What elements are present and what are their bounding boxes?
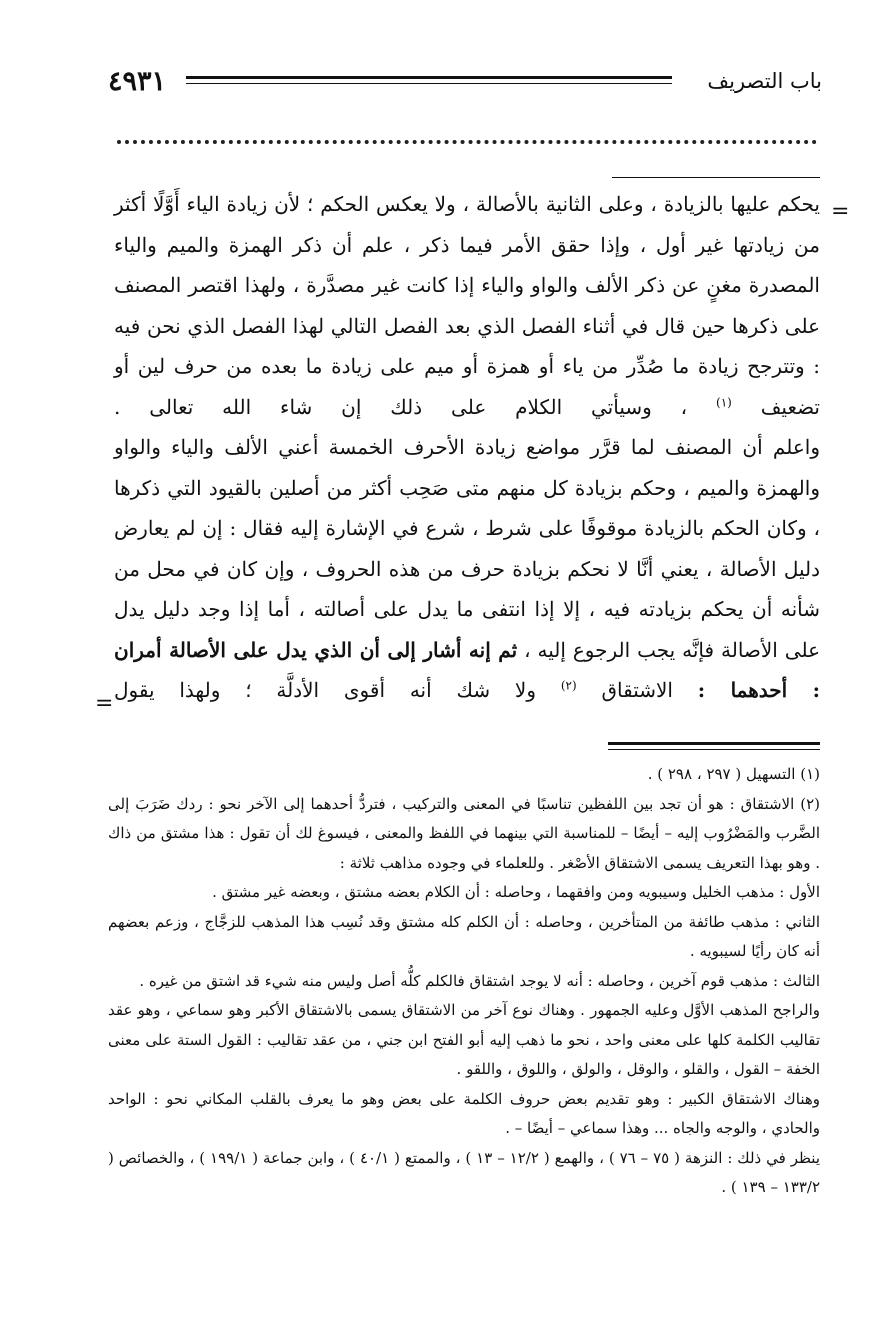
footnote-2-first-view: الأول : مذهب الخليل وسيبويه ومن وافقهما ، وحاصله : أن الكلام بعضه مشتق ، وبعضه غير مشتق . — [212, 883, 820, 901]
footnote-ref-1: (١) — [716, 394, 732, 409]
running-header — [108, 64, 822, 104]
footnote-rule-thick — [608, 742, 820, 745]
header-rule-thin — [186, 83, 672, 84]
footnote-2-second-view: الثاني : مذهب طائفة من المتأخرين ، وحاصله : أن الكلم كله مشتق وقد نُسِب هذا المذهب للزجَّاج ، وزعم بعضهم أنه كان رأيًا لسيبويه . — [108, 912, 820, 960]
footnote-2-greater-derivation: والراجح المذهب الأوَّل وعليه الجمهور . وهناك نوع آخر من الاشتقاق يسمى بالاشتقاق الأكبر وهو سماعي ، وهو عقد تقاليب الكلمة كلها على معنى واحد ، نحو ما ذهب إليه أبو الفتح ابن جني ، من عقد تقاليب : القول الستة على معنى الخفة – القول ، والقلو ، والوقل ، والولق ، واللوق ، واللقو . — [108, 1001, 820, 1078]
footnote-2: (٢) الاشتقاق : هو أن تجد بين اللفظين تناسبًا في المعنى والتركيب ، فتردُّ أحدهما إلى الآخر نحو : ردك ضَرَبَ إلى الضَّرب والمَضْرُوب إليه – أيضًا – للمناسبة التي بينهما في اللفظ والمعنى ، فيسوغ لك أن تقول : هذا مشتق من ذاك . وهو بهذا التعريف يسمى الاشتقاق الأصْغر . وللعلماء في وجوده مذاهب ثلاثة : — [108, 794, 820, 872]
header-rule-thick — [186, 76, 672, 79]
footnote-1: (١) التسهيل ( ٢٩٧ ، ٢٩٨ ) . — [647, 765, 820, 783]
page-number: ٤٩٣١ — [108, 66, 167, 97]
paragraph-2-tail: ولا شك أنه أقوى الأدلَّة ؛ ولهذا يقول — [114, 678, 536, 702]
chapter-title: باب التصريف — [707, 69, 822, 93]
paragraph-1 — [114, 184, 820, 427]
footnote-2-references: ينظر في ذلك : النزهة ( ٧٥ – ٧٦ ) ، والهمع ( ١٢/٢ – ١٣ ) ، والممتع ( ٤٠/١ ) ، وابن جماعة ( ١٩٩/١ ) ، والخصائص ( ١٣٣/٢ – ١٣٩ ) . — [108, 1148, 821, 1196]
continuation-mark-end: = — [95, 691, 114, 716]
paragraph-2-term: الاشتقاق — [601, 678, 673, 702]
paragraph-1-text: يحكم عليها بالزيادة ، وعلى الثانية بالأصالة ، ولا يعكس الحكم ؛ لأن زيادة الياء أَوَّلًا أكثر من زيادتها غير أول ، وإذا حقق الأمر فيما ذكر ، علم أن ذكر الهمزة والميم والياء المصدرة مغنٍ عن ذكر الألف والواو والياء إذا كانت غير مصدَّرة ، ولهذا اقتصر المصنف على ذكرها حين قال في أثناء الفصل الذي بعد الفصل التالي لهذا الفصل الذي نحن فيه : وتترجح زيادة ما صُدِّر من ياء أو همزة أو ميم على زيادة ما بعده من حرف لين أو تضعيف — [114, 192, 821, 419]
main-text — [114, 184, 820, 711]
continuation-mark-start: = — [831, 199, 850, 224]
paragraph-2 — [114, 427, 820, 711]
dotted-separator — [117, 140, 817, 144]
paragraph-2-text: واعلم أن المصنف لما قرَّر مواضع زيادة الأحرف الخمسة أعني الألف والياء والواو والهمزة والميم ، وحكم بزيادة كل منهم متى صَحِب أكثر من أصلين بالقيود التي ذكرها ، وكان الحكم بالزيادة موقوفًا على شرط ، شرع في الإشارة إليه فقال : إن لم يعارض دليل الأصالة ، يعني أنَّا لا نحكم بزيادة حرف من هذه الحروف ، وإن كان في محل من شأنه أن يحكم بزيادته فيه ، إلا إذا انتفى ما يدل على أصالته ، أما إذا وجد دليل يدل على الأصالة فإنَّه يجب الرجوع إليه ، — [114, 435, 821, 662]
footnote-2-great-derivation: وهناك الاشتقاق الكبير : وهو تقديم بعض حروف الكلمة على بعض وهو ما يعرف بالقلب المكاني نحو : الواحد والحادي ، والوجه والجاه ... وهذا سماعي – أيضًا – . — [108, 1089, 820, 1137]
paragraph-1-tail: ، وسيأتي الكلام على ذلك إن شاء الله تعالى . — [114, 394, 688, 419]
footnote-rule-thin — [608, 749, 820, 750]
footnote-ref-2: (٢) — [560, 678, 577, 693]
footnote-2-third-view: الثالث : مذهب قوم آخرين ، وحاصله : أنه لا يوجد اشتقاق فالكلم كلُّه أصل وليس منه شيء قد اشتق من غيره . — [139, 971, 820, 990]
text-top-rule — [612, 177, 820, 178]
paragraph-2-bold: ثم إنه أشار إلى أن الذي يدل على الأصالة أمران : أحدهما : — [114, 637, 821, 702]
footnotes — [108, 760, 820, 1203]
